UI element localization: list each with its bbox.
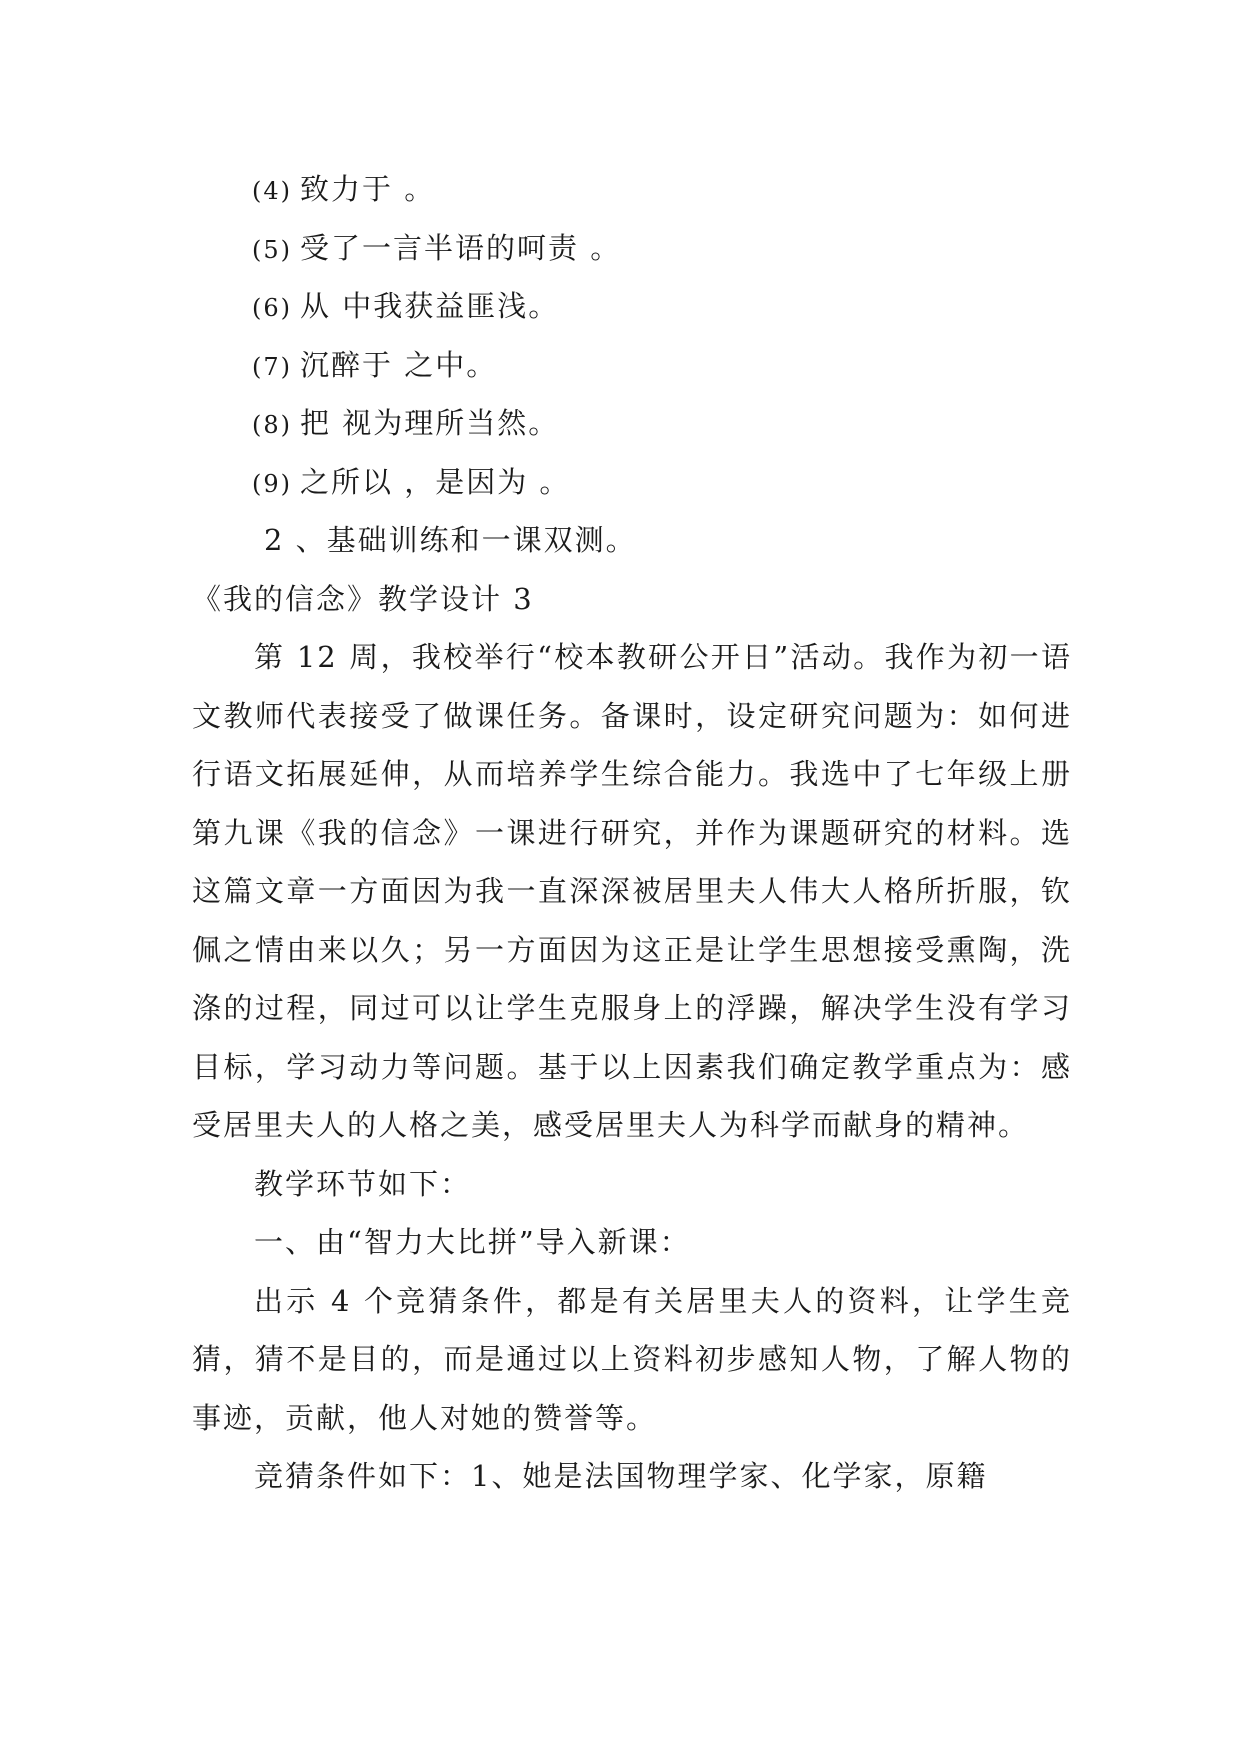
paragraph-quiz-conditions: 竞猜条件如下：1、她是法国物理学家、化学家，原籍 (254, 1459, 988, 1493)
list-item-text: 受了一言半语的呵责 。 (300, 230, 622, 265)
list-item-number: (4) (252, 177, 292, 205)
document-content (192, 160, 1072, 1506)
paragraph-step-one: 一、由“智力大比拼”导入新课： (254, 1225, 691, 1259)
list-item (192, 336, 1072, 395)
list-item-number: (8) (252, 411, 292, 439)
training-line: 2 、基础训练和一课双测。 (264, 523, 637, 557)
list-item (192, 160, 1072, 219)
paragraph-quiz-description: 出示 4 个竞猜条件，都是有关居里夫人的资料，让学生竞猜，猜不是目的，而是通过以上资料初步感知人物，了解人物的事迹，贡献，他人对她的赞誉等。 (192, 1283, 1072, 1435)
list-item (192, 394, 1072, 453)
list-item (192, 453, 1072, 512)
list-item-text: 从 中我获益匪浅。 (300, 289, 560, 323)
list-item-text: 沉醉于 之中。 (300, 347, 498, 382)
list-item-text: 致力于 。 (300, 172, 436, 206)
list-item-number: (5) (252, 235, 292, 264)
paragraph-intro: 第 12 周，我校举行“校本教研公开日”活动。我作为初一语文教师代表接受了做课任务。备课时，设定研究问题为：如何进行语文拓展延伸，从而培养学生综合能力。我选中了七年级上册第九课《我的信念》一课进行研究，并作为课题研究的材料。选这篇文章一方面因为我一直深深被居里夫人伟大人格所折服，钦佩之情由来以久；另一方面因为这正是让学生思想接受熏陶，洗涤的过程，同过可以让学生克服身上的浮躁，解决学生没有学习目标，学习动力等问题。基于以上因素我们确定教学重点为：感受居里夫人的人格之美，感受居里夫人为科学而献身的精神。 (192, 640, 1072, 1142)
list-item (192, 219, 1072, 278)
list-item-number: (9) (252, 469, 292, 498)
list-item-number: (6) (252, 294, 292, 322)
paragraph-steps-heading: 教学环节如下： (254, 1166, 472, 1201)
list-item-text: 把 视为理所当然。 (300, 406, 560, 440)
list-item-number: (7) (252, 352, 292, 381)
section-title: 《我的信念》教学设计 3 (192, 581, 534, 616)
list-item-text: 之所以 ，是因为 。 (300, 464, 571, 499)
list-item (192, 277, 1072, 336)
